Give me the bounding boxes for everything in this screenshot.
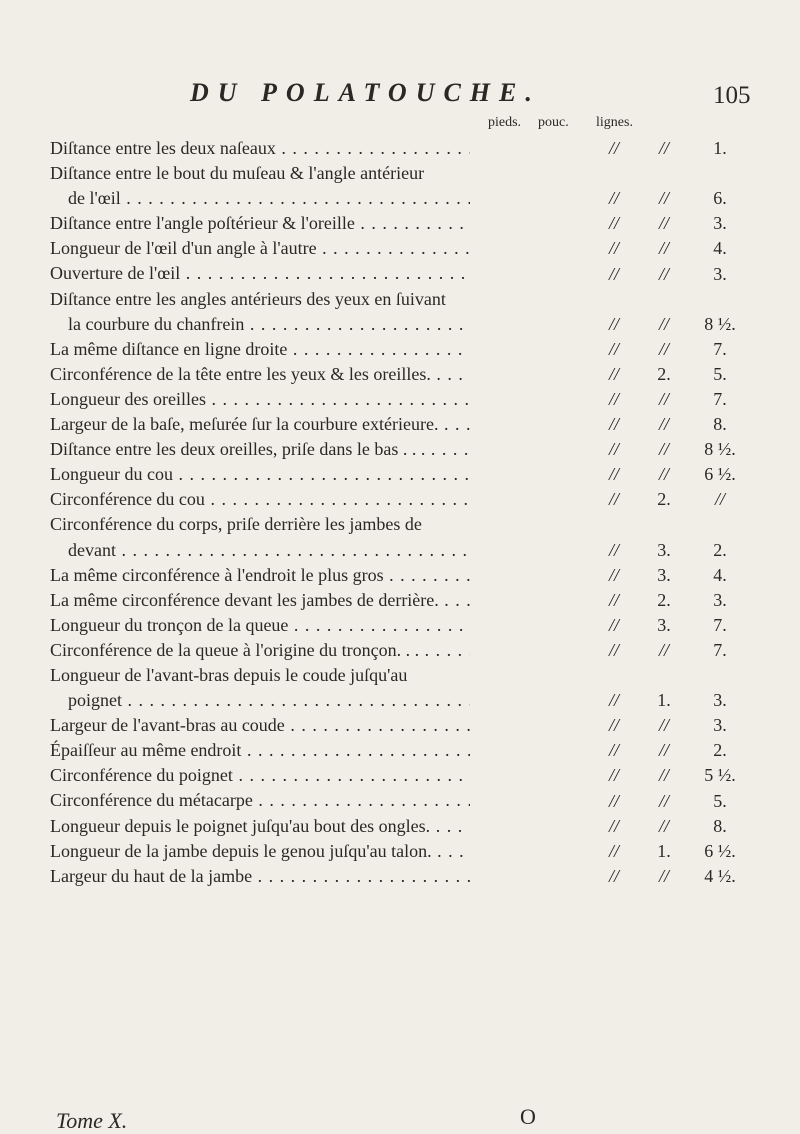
column-header-pieds: pieds. [488,115,522,130]
value-pieds: // [608,363,619,384]
value-lignes: 3. [713,263,727,284]
value-pieds: // [608,389,619,410]
value-pouces: // [658,790,669,811]
value-pieds: // [608,489,619,510]
row-label-line: Circonférence de la tête entre les yeux & les oreilles. . . . [50,362,470,387]
value-lignes: 8 ½. [704,313,736,334]
value-pouces: 2. [657,363,671,384]
table-row [50,663,750,713]
value-pouces: 3. [657,564,671,585]
table-row [50,412,750,437]
row-label [50,362,470,387]
table-row [50,487,750,512]
row-label [50,763,470,788]
row-label [50,512,470,562]
row-label [50,437,470,462]
value-pieds: // [608,639,619,660]
value-pouces: // [658,238,669,259]
value-pieds: // [608,539,619,560]
row-label-line: Circonférence du métacarpe . . . [50,788,470,813]
value-pouces: 1. [657,690,671,711]
row-label-line: de l'œil . . . [50,186,470,211]
row-label [50,261,470,286]
value-lignes: // [714,489,725,510]
value-lignes: 1. [713,138,727,159]
value-pieds: // [608,213,619,234]
row-label [50,337,470,362]
row-label [50,136,470,161]
value-lignes: 5 ½. [704,765,736,786]
table-row [50,136,750,161]
value-pouces: // [658,639,669,660]
value-lignes: 4. [713,238,727,259]
row-label-line: La même circonférence à l'endroit le plus gros . . . [50,563,470,588]
value-pouces: // [658,815,669,836]
value-lignes: 5. [713,363,727,384]
value-pieds: // [608,589,619,610]
value-pouces: // [658,313,669,334]
value-lignes: 6. [713,188,727,209]
row-label-line: Circonférence du cou . . . [50,487,470,512]
row-label-line: Largeur du haut de la jambe . . . [50,864,470,889]
row-label [50,738,470,763]
row-label-line: Longueur de l'œil d'un angle à l'autre . . . [50,236,470,261]
row-label-line: Diſtance entre le bout du muſeau & l'angle antérieur [50,163,425,184]
value-pouces: // [658,389,669,410]
row-label [50,563,470,588]
value-pieds: // [608,564,619,585]
value-pieds: // [608,263,619,284]
value-pieds: // [608,338,619,359]
value-lignes: 7. [713,338,727,359]
row-label-line: Longueur du tronçon de la queue . . . [50,613,470,638]
table-row [50,613,750,638]
value-pouces: // [658,464,669,485]
table-row [50,814,750,839]
signature-mark: O [520,1104,536,1129]
table-row [50,588,750,613]
table-row [50,864,750,889]
value-pieds: // [608,313,619,334]
row-label-line: la courbure du chanfrein . . . [50,312,470,337]
row-label-line: Circonférence de la queue à l'origine du tronçon. . . . . . [50,638,470,663]
row-label [50,161,470,211]
value-pouces: // [658,715,669,736]
row-label-line: Ouverture de l'œil . . . [50,261,470,286]
row-label [50,588,470,613]
table-row [50,287,750,337]
value-lignes: 7. [713,614,727,635]
value-pouces: // [658,213,669,234]
value-pieds: // [608,414,619,435]
value-lignes: 3. [713,213,727,234]
row-label [50,713,470,738]
value-lignes: 6 ½. [704,840,736,861]
value-pieds: // [608,790,619,811]
row-label [50,638,470,663]
table-row [50,713,750,738]
value-lignes: 2. [713,740,727,761]
value-pieds: // [608,690,619,711]
value-lignes: 5. [713,790,727,811]
value-pouces: // [658,865,669,886]
column-header-pouces: pouc. [538,115,569,130]
value-pouces: // [658,188,669,209]
value-lignes: 8. [713,414,727,435]
table-row [50,337,750,362]
value-pieds: // [608,439,619,460]
measurements-table [50,136,750,889]
row-label-line: Diſtance entre l'angle poſtérieur & l'oreille . . . [50,211,470,236]
table-row [50,211,750,236]
value-lignes: 4 ½. [704,865,736,886]
value-pouces: 2. [657,589,671,610]
row-label [50,663,470,713]
value-lignes: 3. [713,715,727,736]
row-label-line: Épaiſſeur au même endroit . . . [50,738,470,763]
value-pieds: // [608,840,619,861]
table-row [50,161,750,211]
row-label [50,211,470,236]
value-lignes: 6 ½. [704,464,736,485]
value-lignes: 7. [713,389,727,410]
table-row [50,362,750,387]
row-label-line: Longueur de la jambe depuis le genou juſqu'au talon. . . . [50,839,470,864]
column-header-lignes: lignes. [596,115,633,130]
row-label [50,613,470,638]
value-pouces: // [658,138,669,159]
table-row [50,437,750,462]
value-pouces: 1. [657,840,671,861]
table-row [50,512,750,562]
row-label-line: poignet . . . [50,688,470,713]
row-label-line: La même circonférence devant les jambes de derrière. . . . [50,588,470,613]
value-pieds: // [608,238,619,259]
row-label-line: Longueur depuis le poignet juſqu'au bout des ongles. . . . [50,814,470,839]
value-lignes: 3. [713,690,727,711]
table-row [50,462,750,487]
row-label [50,814,470,839]
value-pieds: // [608,614,619,635]
value-lignes: 8 ½. [704,439,736,460]
signature-line: Tome X. [56,1108,128,1133]
table-row [50,788,750,813]
row-label [50,412,470,437]
row-label-line: La même diſtance en ligne droite . . . [50,337,470,362]
row-label-line: Largeur de la baſe, meſurée ſur la courbure extérieure. . . . [50,412,470,437]
row-label [50,236,470,261]
row-label-line: Diſtance entre les deux naſeaux . . . [50,136,470,161]
page-number: 105 [713,82,751,109]
row-label [50,487,470,512]
row-label [50,387,470,412]
row-label [50,462,470,487]
row-label-line: Largeur de l'avant-bras au coude . . . [50,713,470,738]
value-lignes: 4. [713,564,727,585]
value-pouces: 3. [657,614,671,635]
value-pouces: // [658,439,669,460]
row-label-line: devant . . . [50,538,470,563]
table-row [50,638,750,663]
value-lignes: 3. [713,589,727,610]
table-row [50,261,750,286]
table-row [50,563,750,588]
value-pieds: // [608,464,619,485]
table-row [50,236,750,261]
value-pouces: // [658,338,669,359]
value-lignes: 2. [713,539,727,560]
value-pieds: // [608,815,619,836]
value-pieds: // [608,138,619,159]
row-label-line: Longueur de l'avant-bras depuis le coude juſqu'au [50,664,408,685]
value-pieds: // [608,865,619,886]
value-pieds: // [608,715,619,736]
value-pouces: // [658,765,669,786]
row-label [50,864,470,889]
row-label [50,788,470,813]
table-row [50,763,750,788]
value-pouces: // [658,263,669,284]
row-label-line: Circonférence du poignet . . . [50,763,470,788]
table-row [50,839,750,864]
value-pouces: // [658,414,669,435]
table-row [50,738,750,763]
value-pouces: // [658,740,669,761]
value-pouces: 3. [657,539,671,560]
value-pouces: 2. [657,489,671,510]
row-label [50,287,470,337]
row-label-line: Diſtance entre les deux oreilles, priſe dans le bas . . . . . . [50,437,470,462]
value-pieds: // [608,740,619,761]
value-lignes: 8. [713,815,727,836]
value-lignes: 7. [713,639,727,660]
table-row [50,387,750,412]
row-label-line: Diſtance entre les angles antérieurs des yeux en ſuivant [50,288,446,309]
row-label-line: Longueur du cou . . . [50,462,470,487]
running-head: DU POLATOUCHE. [190,78,541,107]
value-pieds: // [608,765,619,786]
row-label-line: Circonférence du corps, priſe derrière les jambes de [50,514,422,535]
value-pieds: // [608,188,619,209]
row-label [50,839,470,864]
row-label-line: Longueur des oreilles . . . [50,387,470,412]
